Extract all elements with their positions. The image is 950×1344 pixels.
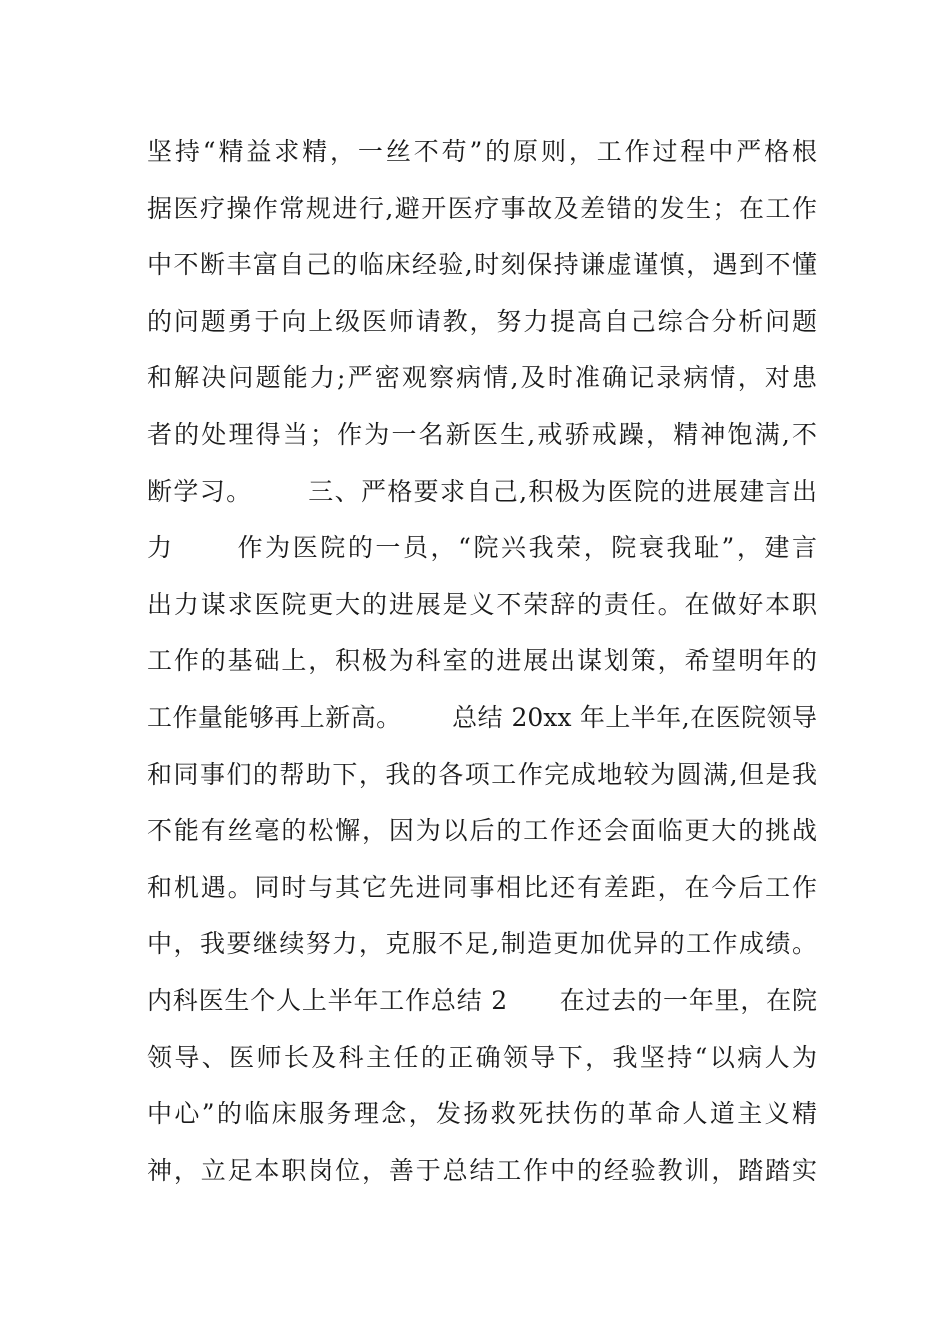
text-line-13: 不能有丝毫的松懈，因为以后的工作还会面临更大的挑战	[147, 816, 817, 846]
text-line-19: 神，立足本职岗位，善于总结工作中的经验教训，踏踏实	[147, 1155, 817, 1185]
text-line-7: 断学习。 三、严格要求自己,积极为医院的进展建言出	[147, 476, 817, 506]
text-line-3: 中不断丰富自己的临床经验,时刻保持谦虚谨慎，遇到不懂	[147, 250, 817, 280]
text-line-8: 力 作为医院的一员，“院兴我荣，院衰我耻”，建言	[147, 533, 817, 563]
text-line-5: 和解决问题能力;严密观察病情,及时准确记录病情，对患	[147, 363, 817, 393]
text-line-10: 工作的基础上，积极为科室的进展出谋划策，希望明年的	[147, 646, 817, 676]
text-line-18: 中心”的临床服务理念，发扬救死扶伤的革命人道主义精	[147, 1099, 817, 1129]
body-text	[147, 124, 817, 1199]
text-line-6: 者的处理得当；作为一名新医生,戒骄戒躁，精神饱满,不	[147, 419, 817, 449]
text-line-16: 内科医生个人上半年工作总结 2 在过去的一年里，在院	[147, 985, 817, 1015]
text-line-2: 据医疗操作常规进行,避开医疗事故及差错的发生；在工作	[147, 193, 817, 223]
text-line-14: 和机遇。同时与其它先进同事相比还有差距，在今后工作	[147, 872, 817, 902]
text-line-15: 中，我要继续努力，克服不足,制造更加优异的工作成绩。	[147, 929, 817, 959]
text-line-17: 领导、医师长及科主任的正确领导下，我坚持“以病人为	[147, 1042, 817, 1072]
text-line-4: 的问题勇于向上级医师请教，努力提高自己综合分析问题	[147, 306, 817, 336]
text-line-9: 出力谋求医院更大的进展是义不荣辞的责任。在做好本职	[147, 589, 817, 619]
text-line-11: 工作量能够再上新高。 总结 20xx 年上半年,在医院领导	[147, 702, 817, 732]
text-line-1: 坚持“精益求精，一丝不苟”的原则，工作过程中严格根	[147, 137, 817, 166]
text-line-12: 和同事们的帮助下，我的各项工作完成地较为圆满,但是我	[147, 759, 817, 789]
